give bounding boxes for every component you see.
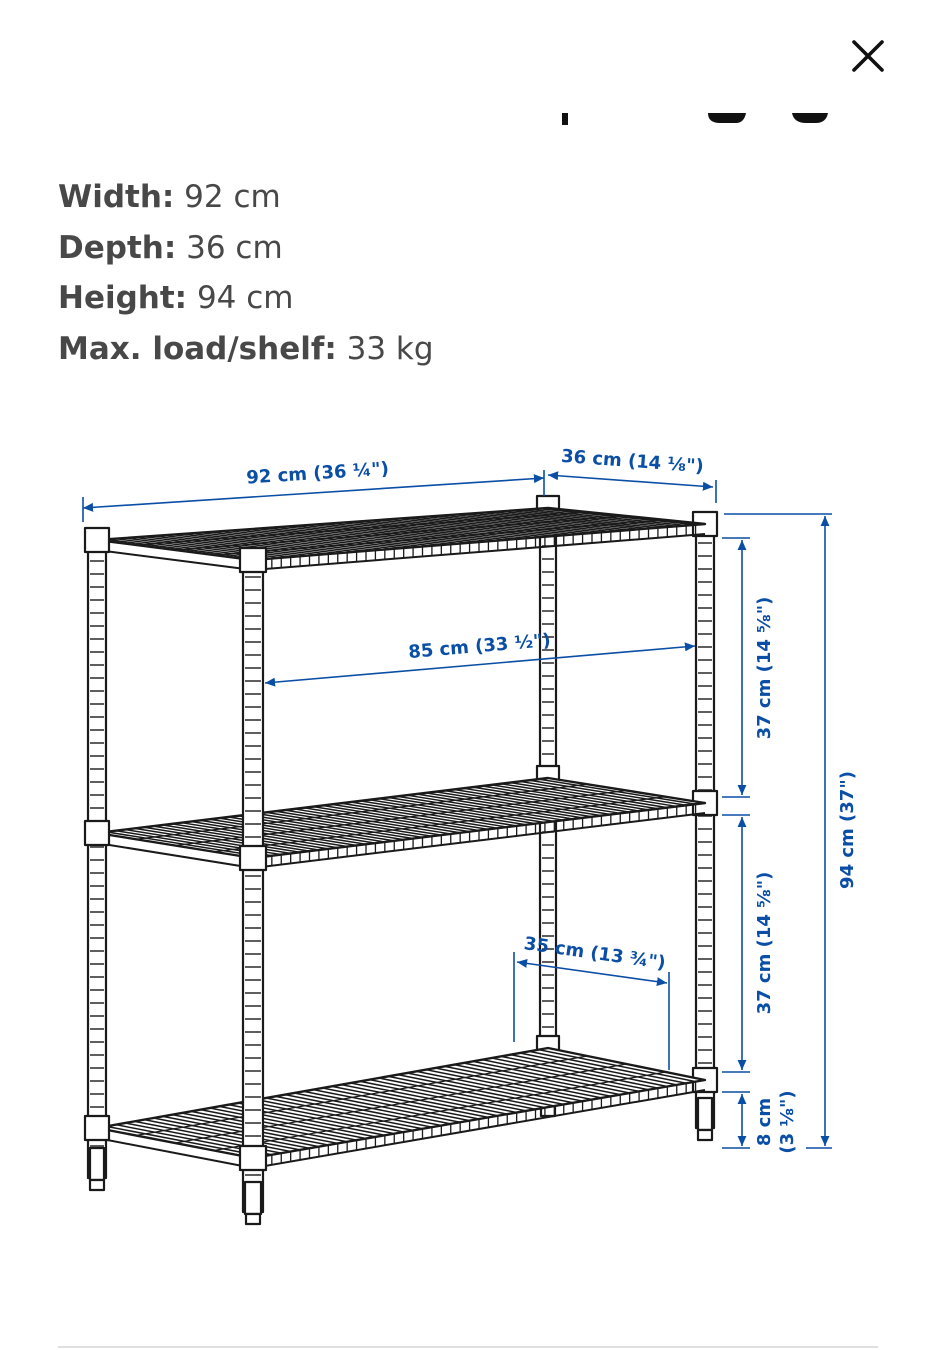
spec-label: Max. load/shelf: (58, 330, 337, 367)
close-button[interactable] (836, 24, 900, 88)
leg-height-cm-label: 8 cm (754, 1097, 775, 1147)
spec-width (58, 172, 878, 223)
spec-label: Height: (58, 280, 188, 316)
section-divider (58, 1346, 878, 1348)
scrolled-heading-fragment (540, 112, 840, 126)
depth-label: 36 cm (14 ⅛") (560, 445, 705, 478)
spec-depth (58, 223, 878, 274)
dimension-spec-list (58, 172, 878, 374)
spec-height (58, 273, 878, 324)
spec-value: 33 kg (346, 330, 434, 367)
shelf-unit-drawing (85, 496, 717, 1224)
width-label: 92 cm (36 ¼") (245, 458, 390, 489)
shelf-dimension-diagram (0, 420, 935, 1260)
total-height-label: 94 cm (37") (837, 771, 858, 889)
inner-width-label: 85 cm (33 ½") (407, 629, 552, 664)
shelf-gap-bottom-label: 37 cm (14 ⅝") (754, 871, 775, 1015)
shelf-gap-top-label: 37 cm (14 ⅝") (754, 596, 775, 740)
close-icon (851, 39, 885, 73)
spec-value: 94 cm (196, 280, 294, 316)
leg-height-in-label: (3 ⅛") (777, 1090, 798, 1154)
inner-depth-label: 35 cm (13 ¾") (522, 933, 667, 974)
spec-value: 92 cm (184, 179, 281, 215)
spec-value: 36 cm (186, 229, 283, 266)
spec-label: Width: (58, 179, 175, 215)
spec-label: Depth: (58, 229, 177, 266)
spec-max-load (58, 324, 878, 375)
